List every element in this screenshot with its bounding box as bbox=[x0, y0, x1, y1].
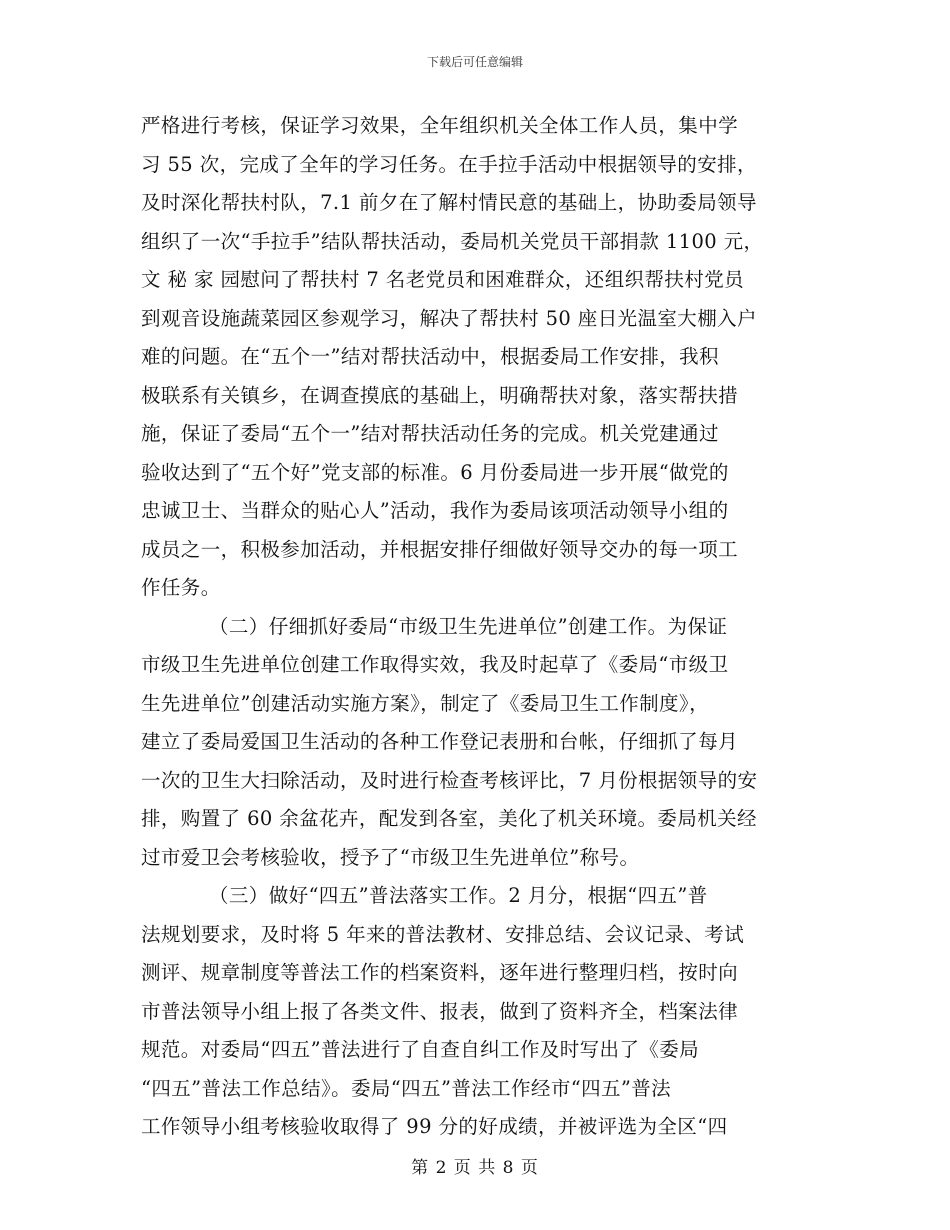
text-line: 作任务。 bbox=[141, 576, 221, 599]
text-line: 过市爱卫会考核验收，授予了“市级卫生先进单位”称号。 bbox=[141, 845, 640, 869]
text-line: 一次的卫生大扫除活动，及时进行检查考核评比，7 月份根据领导的安 bbox=[141, 768, 758, 792]
text-line: 忠诚卫士、当群众的贴心人”活动，我作为委局该项活动领导小组的 bbox=[141, 499, 729, 522]
text-line: “四五”普法工作总结》。委局“四五”普法工作经市“四五”普法 bbox=[141, 1076, 672, 1100]
text-line: 文 秘 家 园慰问了帮扶村 7 名老党员和困难群众，还组织帮扶村党员 bbox=[141, 268, 744, 291]
document-body bbox=[141, 107, 813, 1147]
text-line: 严格进行考核，保证学习效果，全年组织机关全体工作人员，集中学 bbox=[141, 114, 739, 137]
text-line: 施，保证了委局“五个一”结对帮扶活动任务的完成。机关党建通过 bbox=[141, 422, 719, 445]
text-line: 极联系有关镇乡，在调查摸底的基础上，明确帮扶对象，落实帮扶措 bbox=[141, 383, 739, 407]
text-line: 成员之一，积极参加活动，并根据安排仔细做好领导交办的每一项工 bbox=[141, 537, 739, 561]
text-line: 工作领导小组考核验收取得了 99 分的好成绩，并被评选为全区“四 bbox=[141, 1115, 728, 1138]
text-line: （二）仔细抓好委局“市级卫生先进单位”创建工作。为保证 bbox=[209, 614, 728, 638]
text-line: 排，购置了 60 余盆花卉，配发到各室，美化了机关环境。委局机关经 bbox=[141, 807, 757, 830]
text-line: 测评、规章制度等普法工作的档案资料，逐年进行整理归档，按时向 bbox=[141, 961, 739, 984]
text-line: 法规划要求，及时将 5 年来的普法教材、安排总结、会议记录、考试 bbox=[141, 922, 745, 946]
page-header: 下载后可任意编辑 bbox=[426, 55, 523, 69]
text-line: 到观音设施蔬菜园区参观学习，解决了帮扶村 50 座日光温室大棚入户 bbox=[141, 306, 757, 330]
text-line: 及时深化帮扶村队，7.1 前夕在了解村情民意的基础上，协助委局领导 bbox=[141, 191, 757, 214]
text-line: 难的问题。在“五个一”结对帮扶活动中，根据委局工作安排，我积 bbox=[141, 345, 719, 368]
text-line: 规范。对委局“四五”普法进行了自查自纠工作及时写出了《委局 bbox=[141, 1038, 700, 1061]
text-line: 生先进单位”创建活动实施方案》，制定了《委局卫生工作制度》， bbox=[141, 691, 709, 715]
text-line: 市普法领导小组上报了各类文件、报表，做到了资料齐全，档案法律 bbox=[141, 999, 739, 1023]
text-line: 市级卫生先进单位创建工作取得实效，我及时起草了《委局“市级卫 bbox=[141, 653, 729, 676]
text-line: 组织了一次“手拉手”结队帮扶活动，委局机关党员干部捐款 1100 元， bbox=[141, 229, 764, 253]
text-line: （三）做好“四五”普法落实工作。2 月分，根据“四五”普 bbox=[209, 884, 708, 907]
text-line: 习 55 次，完成了全年的学习任务。在手拉手活动中根据领导的安排， bbox=[141, 152, 757, 176]
text-line: 验收达到了“五个好”党支部的标准。6 月份委局进一步开展“做党的 bbox=[141, 460, 729, 484]
page-number: 第 2 页 共 8 页 bbox=[411, 1158, 539, 1178]
text-line: 建立了委局爱国卫生活动的各种工作登记表册和台帐，仔细抓了每月 bbox=[141, 730, 739, 753]
